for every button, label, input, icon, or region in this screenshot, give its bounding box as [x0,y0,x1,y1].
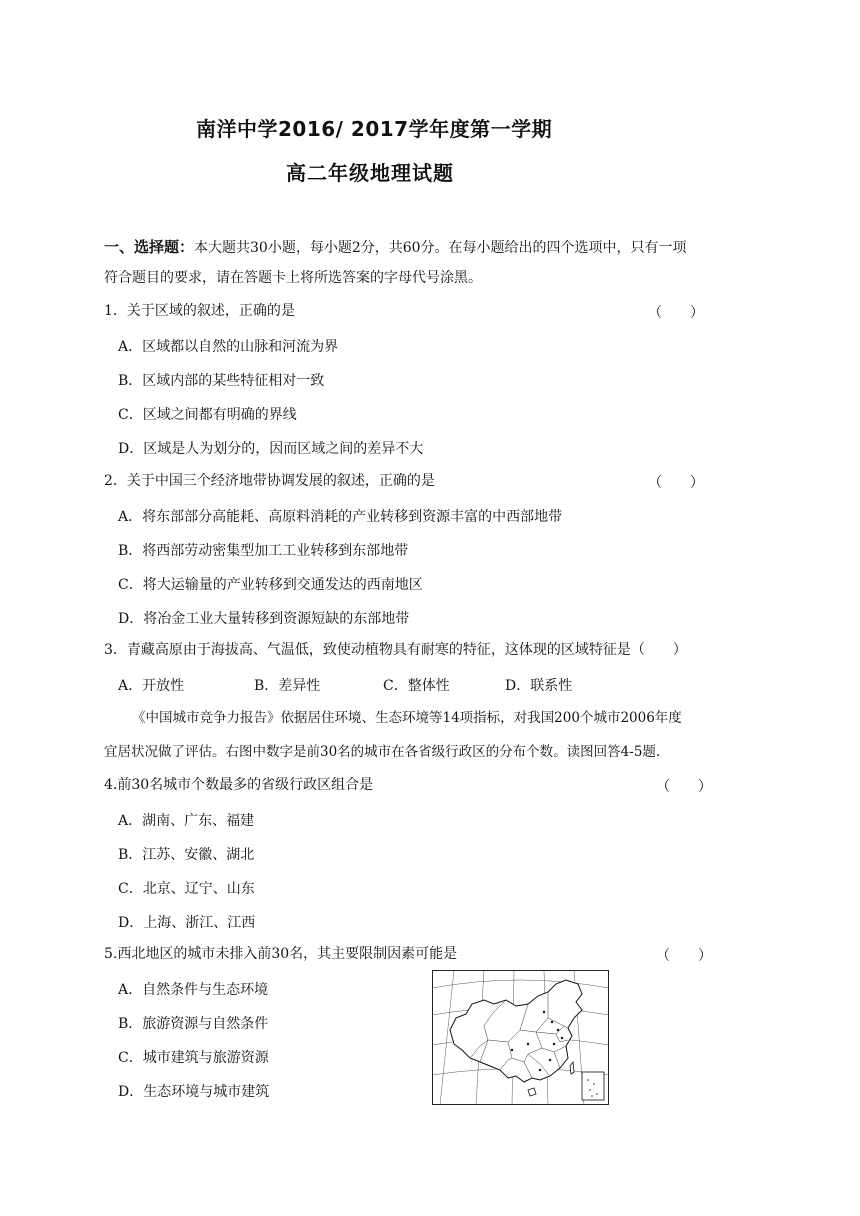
q4-option-c: C．北京、辽宁、山东 [118,881,255,897]
q5-option-b: B．旅游资源与自然条件 [118,1016,269,1032]
q2-option-a: A．将东部部分高能耗、高原料消耗的产业转移到资源丰富的中西部地带 [118,509,563,525]
section-instruction-1: 本大题共30小题，每小题2分，共60分。在每小题给出的四个选项中，只有一项 [194,240,687,256]
q3-option-c: C．整体性 [383,678,450,694]
question-3-stem: 3．青藏高原由于海拔高、气温低，致使动植物具有耐寒的特征，这体现的区域特征是（ ） [104,642,687,658]
q5-option-d: D．生态环境与城市建筑 [118,1084,270,1100]
q2-option-b: B．将西部劳动密集型加工工业转移到东部地带 [118,543,409,559]
q3-option-b: B．差异性 [254,678,321,694]
china-map-figure [432,970,609,1105]
q1-option-d: D．区域是人为划分的，因而区域之间的差异不大 [118,441,424,457]
q4-option-a: A．湖南、广东、福建 [118,813,255,829]
q1-option-a: A．区域都以自然的山脉和河流为界 [118,339,339,355]
exam-title: 高二年级地理试题 [286,161,454,185]
answer-paren-2: （ ） [648,475,704,491]
q1-option-b: B．区域内部的某些特征相对一致 [118,373,325,389]
q3-option-a: A．开放性 [118,678,185,694]
q5-option-a: A．自然条件与生态环境 [118,982,269,998]
school-title: 南洋中学2016/ 2017学年度第一学期 [196,117,553,141]
section-heading: 一、选择题： [104,238,195,256]
answer-paren-4: （ ） [656,779,712,795]
question-5-stem: 5.西北地区的城市未排入前30名，其主要限制因素可能是 [104,946,458,962]
q5-option-c: C．城市建筑与旅游资源 [118,1050,269,1066]
q4-option-d: D．上海、浙江、江西 [118,915,256,931]
q2-option-c: C．将大运输量的产业转移到交通发达的西南地区 [118,577,423,593]
q1-option-c: C．区域之间都有明确的界线 [118,407,297,423]
answer-paren-5: （ ） [656,948,712,964]
question-2-stem: 2．关于中国三个经济地带协调发展的叙述，正确的是 [104,473,435,489]
section-heading-row [104,238,687,257]
passage-line-1: 《中国城市竞争力报告》依据居住环境、生态环境等14项指标，对我国200个城市2006年度 [132,710,682,726]
q2-option-d: D．将冶金工业大量转移到资源短缺的东部地带 [118,611,410,627]
section-instruction-2: 符合题目的要求，请在答题卡上将所选答案的字母代号涂黑。 [104,270,482,286]
q4-option-b: B．江苏、安徽、湖北 [118,847,255,863]
passage-line-2: 宜居状况做了评估。右图中数字是前30名的城市在各省级行政区的分布个数。读图回答4-5题. [104,744,661,760]
question-1-stem: 1．关于区域的叙述，正确的是 [104,303,295,319]
q3-option-d: D．联系性 [505,678,573,694]
answer-paren-1: （ ） [648,305,704,321]
question-4-stem: 4.前30名城市个数最多的省级行政区组合是 [104,777,374,793]
